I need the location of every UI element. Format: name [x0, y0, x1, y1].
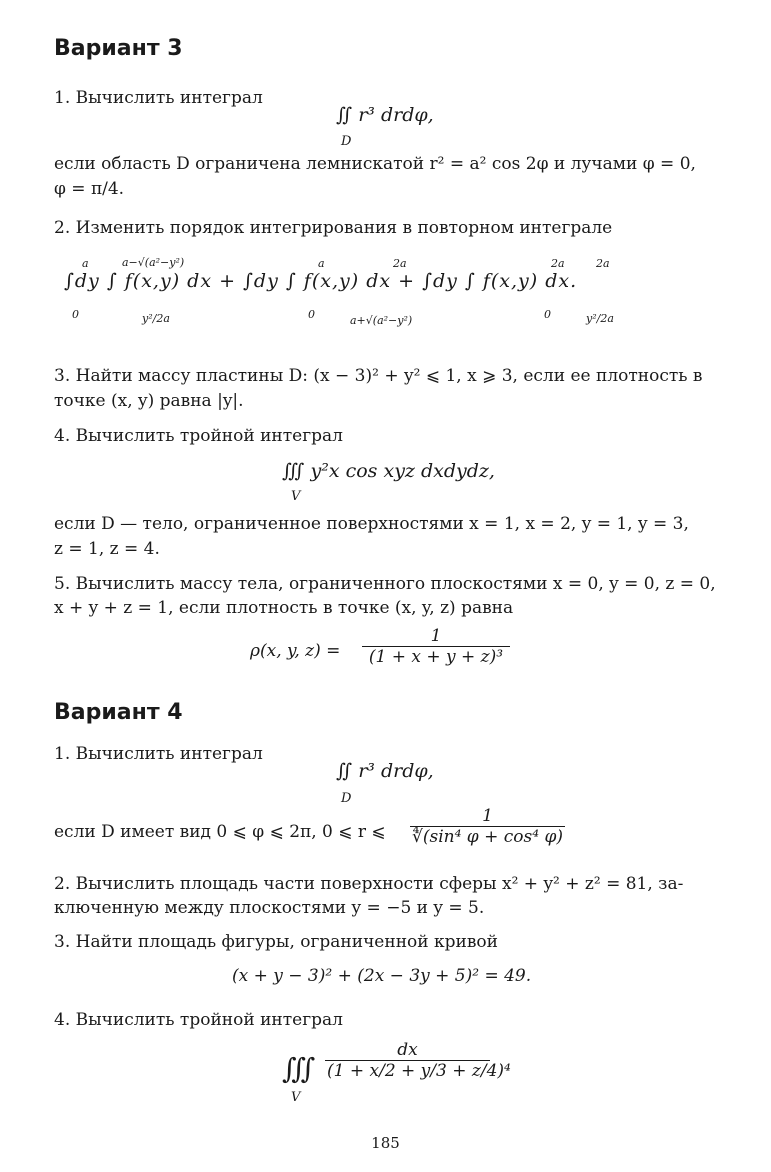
v4-problem4-region: V	[291, 1090, 301, 1105]
v3-problem2-text: 2. Изменить порядок интегрирования в повторном интеграле	[54, 218, 613, 238]
v3-p2-lim4-top: 2a	[393, 257, 407, 270]
v3-p2-lim1-top: a	[82, 257, 89, 270]
v4-p4-numerator: dx	[325, 1040, 490, 1061]
v3-problem3-line1: 3. Найти массу пластины D: (x − 3)² + y² ⩽ 1, x ⩾ 3, если ее плотность в	[54, 366, 703, 386]
v3-problem4-cond1: если D — тело, ограниченное поверхностями x = 1, x = 2, y = 1, y = 3,	[54, 514, 689, 534]
v4-problem2-line2: ключенную между плоскостями y = −5 и y = 5.	[54, 898, 485, 918]
v4-problem1-formula: ∬ r³ drdφ,	[336, 760, 434, 782]
v4-p4-denominator: (1 + x/2 + y/3 + z/4)⁴	[327, 1061, 511, 1081]
v4-problem3-text: 3. Найти площадь фигуры, ограниченной кривой	[54, 932, 498, 952]
v3-problem1-cond1: если область D ограничена лемнискатой r² = a² cos 2φ и лучами φ = 0,	[54, 154, 696, 174]
v4-problem4-fraction	[325, 1040, 511, 1081]
v3-problem5-fraction	[362, 626, 510, 667]
v3-problem5-density-lhs: ρ(x, y, z) =	[250, 641, 341, 661]
v4-problem1-fraction	[410, 806, 565, 847]
v3-problem2-formula: ∫dy ∫ f(x,y) dx + ∫dy ∫ f(x,y) dx + ∫dy ∫ f(x,y) dx.	[64, 270, 578, 292]
v4-problem1-cond: если D имеет вид 0 ⩽ φ ⩽ 2π, 0 ⩽ r ⩽	[54, 822, 386, 842]
v3-p2-lim2-bot: y²/2a	[142, 312, 170, 325]
v3-p2-lim6-top: 2a	[596, 257, 610, 270]
v3-problem5-line1: 5. Вычислить массу тела, ограниченного плоскостями x = 0, y = 0, z = 0,	[54, 574, 716, 594]
v3-problem1-region: D	[341, 134, 352, 149]
v3-problem4-text: 4. Вычислить тройной интеграл	[54, 426, 343, 446]
v4-problem3-formula: (x + y − 3)² + (2x − 3y + 5)² = 49.	[232, 966, 532, 986]
v3-p2-lim5-bot: 0	[544, 308, 551, 321]
v3-problem4-formula: ∭ y²x cos xyz dxdydz,	[282, 460, 495, 482]
v4-problem1-region: D	[341, 791, 352, 806]
v4-problem2-line1: 2. Вычислить площадь части поверхности сферы x² + y² + z² = 81, за-	[54, 874, 684, 894]
page-number: 185	[371, 1134, 400, 1152]
v3-problem1-formula: ∬ r³ drdφ,	[336, 104, 434, 126]
v3-problem3-line2: точке (x, y) равна |y|.	[54, 391, 244, 411]
v3-p2-lim3-top: a	[318, 257, 325, 270]
v4-p1-numerator: 1	[410, 806, 565, 827]
v4-problem4-text: 4. Вычислить тройной интеграл	[54, 1010, 343, 1030]
v3-problem1-cond2: φ = π/4.	[54, 179, 125, 199]
v3-p5-numerator: 1	[362, 626, 510, 647]
v3-p2-lim1-bot: 0	[72, 308, 79, 321]
v3-p2-lim6-bot: y²/2a	[586, 312, 614, 325]
v3-p2-lim5-top: 2a	[551, 257, 565, 270]
v3-p2-lim2-top: a−√(a²−y²)	[122, 256, 185, 269]
v4-problem1-text: 1. Вычислить интеграл	[54, 744, 263, 764]
variant-3-heading: Вариант 3	[54, 36, 183, 61]
variant-4-heading: Вариант 4	[54, 700, 183, 725]
v3-p2-lim4-bot: a+√(a²−y²)	[350, 314, 413, 327]
v3-problem4-cond2: z = 1, z = 4.	[54, 539, 160, 559]
v4-problem4-formula: ∭	[282, 1052, 316, 1085]
v3-problem4-region: V	[291, 489, 301, 504]
v3-p2-lim3-bot: 0	[308, 308, 315, 321]
v4-p1-denominator: ∜(sin⁴ φ + cos⁴ φ)	[412, 827, 563, 847]
v3-problem1-text: 1. Вычислить интеграл	[54, 88, 263, 108]
v3-p5-denominator: (1 + x + y + z)³	[368, 647, 504, 667]
v3-problem5-line2: x + y + z = 1, если плотность в точке (x, y, z) равна	[54, 598, 514, 618]
